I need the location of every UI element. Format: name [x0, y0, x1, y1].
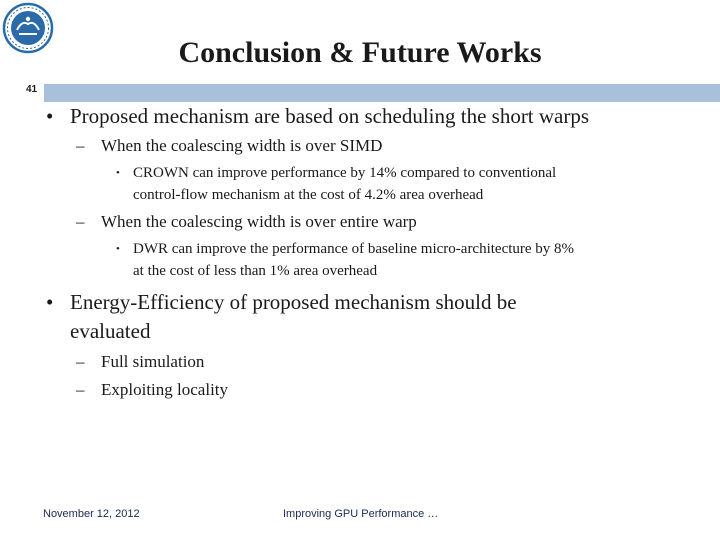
bullet-1-sub-1-text: When the coalescing width is over SIMD: [101, 136, 383, 155]
point-line-2: control-flow mechanism at the cost of 4.2% area overhead: [133, 187, 484, 203]
bullet-1-sub-2-text: When the coalescing width is over entire warp: [101, 212, 417, 231]
bullet-1-text: Proposed mechanism are based on scheduling the short warps: [70, 104, 590, 128]
bullet-2-sub-2-text: Exploiting locality: [101, 380, 229, 399]
page-number: 41: [26, 84, 38, 95]
bullet-marker: •: [46, 104, 54, 128]
bullet-2-text-line-2: evaluated: [70, 319, 151, 343]
bullet-marker: •: [116, 167, 120, 179]
slide-title: Conclusion & Future Works: [178, 36, 542, 69]
dash-marker: –: [76, 136, 85, 155]
bullet-marker: •: [46, 290, 54, 314]
bullet-2-sub-1-text: Full simulation: [101, 352, 205, 371]
point-line-2: at the cost of less than 1% area overhead: [133, 263, 378, 279]
footer-date: November 12, 2012: [43, 508, 140, 520]
point-line-1: DWR can improve the performance of baseline micro-architecture by 8%: [133, 241, 575, 257]
dash-marker: –: [76, 352, 85, 371]
bullet-marker: •: [116, 243, 120, 255]
footer-title: Improving GPU Performance …: [283, 508, 439, 520]
dash-marker: –: [76, 380, 85, 399]
bullet-2-text-line-1: Energy-Efficiency of proposed mechanism should be: [70, 290, 517, 314]
dash-marker: –: [76, 212, 85, 231]
title-underline-bar: [44, 84, 720, 102]
point-line-1: CROWN can improve performance by 14% compared to conventional: [133, 165, 557, 181]
